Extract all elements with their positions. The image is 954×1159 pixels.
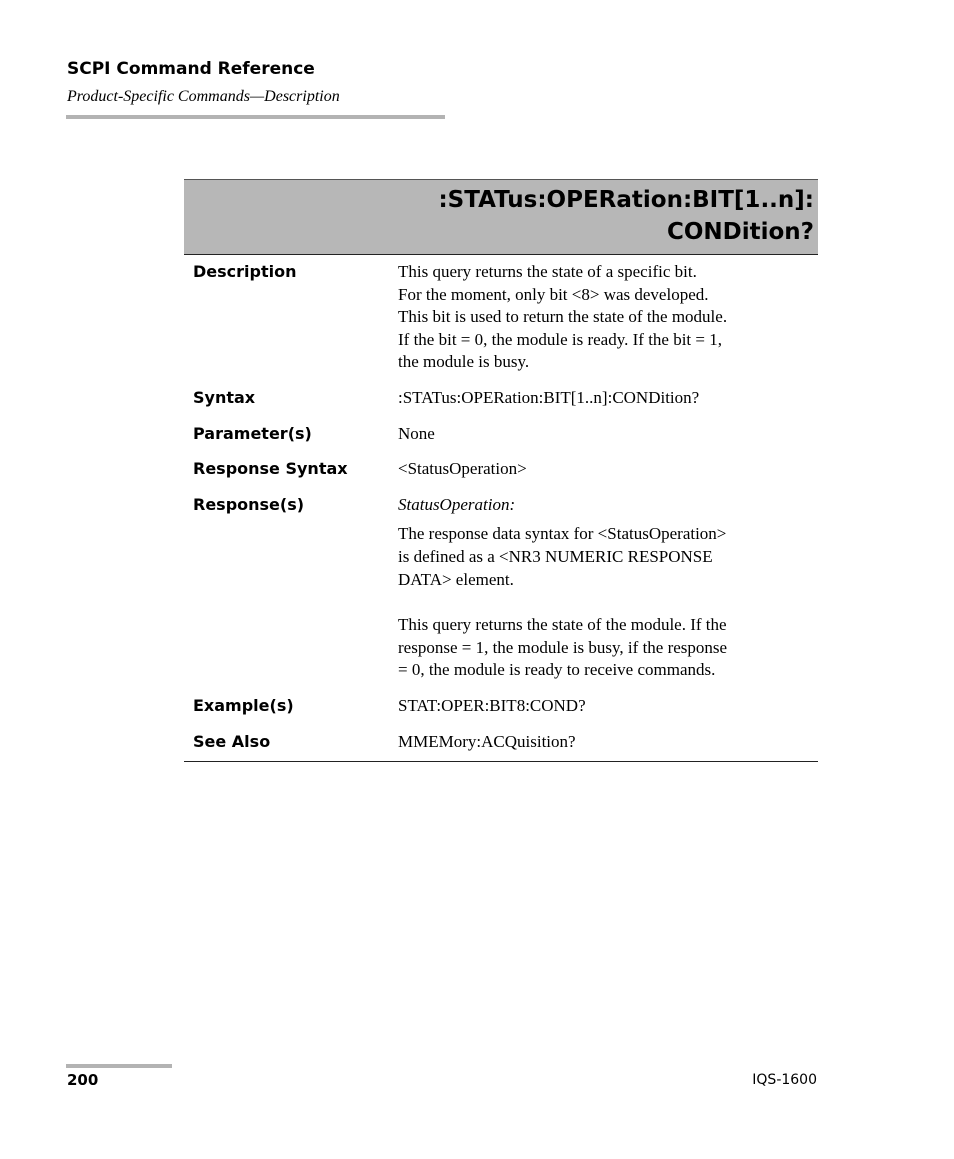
response-line: This query returns the state of the module. If the: [398, 615, 727, 635]
row-label: Parameter(s): [193, 423, 312, 443]
response-paragraph-1: [398, 523, 818, 591]
header-rule: [66, 115, 445, 119]
parameters-value: None: [398, 423, 435, 443]
response-syntax-value: <StatusOperation>: [398, 459, 527, 479]
row-label: Syntax: [193, 387, 256, 407]
product-name: IQS-1600: [752, 1072, 817, 1088]
row-label: Example(s): [193, 695, 294, 715]
description-line: the module is busy.: [398, 352, 530, 372]
description-line: If the bit = 0, the module is ready. If the bit = 1,: [398, 329, 722, 349]
examples-value: STAT:OPER:BIT8:COND?: [398, 695, 586, 715]
description-text: [398, 261, 818, 374]
description-line: This query returns the state of a specific bit.: [398, 262, 697, 281]
footer-rule: [66, 1064, 172, 1068]
page-header: [67, 58, 445, 108]
description-line: This bit is used to return the state of the module.: [398, 307, 728, 327]
row-label: Description: [193, 262, 297, 281]
syntax-value: :STATus:OPERation:BIT[1..n]:CONDition?: [398, 387, 700, 407]
row-description: [184, 261, 818, 374]
response-heading: StatusOperation:: [398, 494, 516, 514]
page-number: 200: [67, 1071, 99, 1089]
row-label: Response(s): [193, 494, 305, 514]
see-also-value: MMEMory:ACQuisition?: [398, 731, 576, 751]
response-line: The response data syntax for <StatusOperation>: [398, 524, 727, 544]
response-line: is defined as a <NR3 NUMERIC RESPONSE: [398, 546, 713, 566]
row-see-also: [184, 731, 818, 763]
response-paragraph-2: [398, 614, 818, 682]
row-response-syntax: [184, 458, 818, 481]
command-title-line1: :STATus:OPERation:BIT[1..n]:: [438, 187, 814, 213]
section-title: SCPI Command Reference: [67, 59, 315, 79]
row-parameters: [184, 423, 818, 446]
description-line: For the moment, only bit <8> was developed.: [398, 284, 709, 304]
response-line: response = 1, the module is busy, if the response: [398, 637, 728, 657]
row-responses: [184, 494, 818, 682]
response-line: DATA> element.: [398, 569, 514, 589]
section-subtitle: Product-Specific Commands—Description: [67, 88, 340, 105]
row-syntax: [184, 387, 818, 410]
row-label: See Also: [193, 731, 271, 751]
row-label: Response Syntax: [193, 459, 348, 479]
response-line: = 0, the module is ready to receive commands.: [398, 660, 716, 680]
command-title: [184, 179, 818, 255]
command-title-line2: CONDition?: [666, 219, 814, 245]
command-table: [184, 179, 818, 762]
row-examples: [184, 695, 818, 718]
responses-value: [398, 494, 818, 682]
